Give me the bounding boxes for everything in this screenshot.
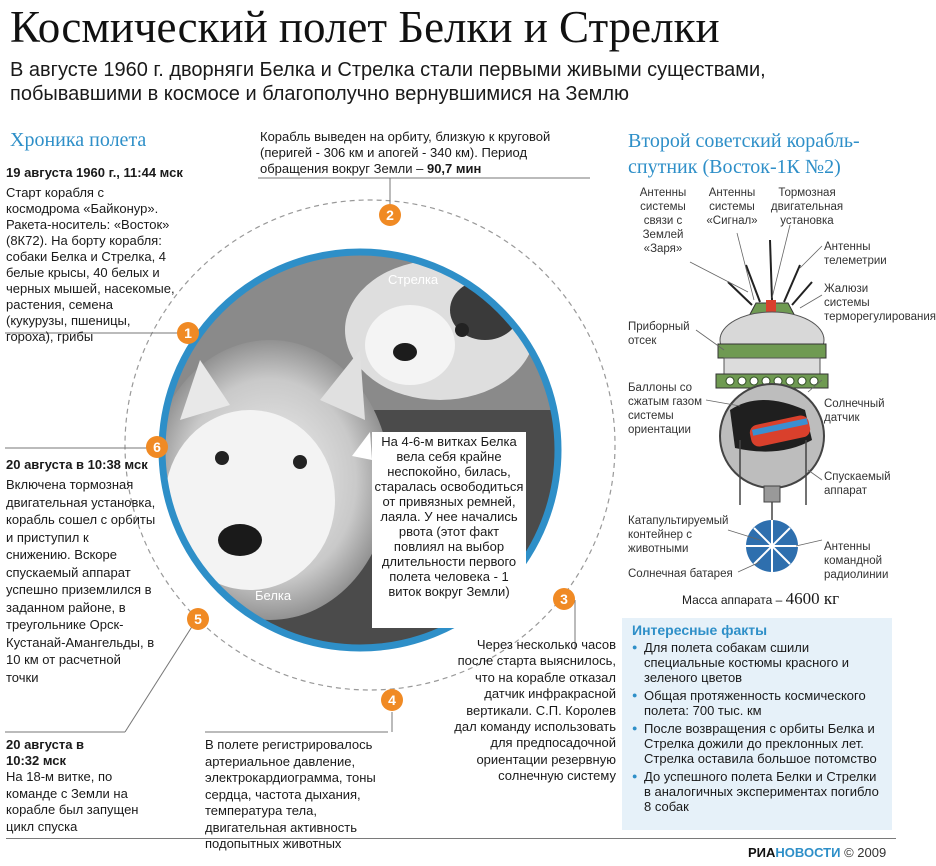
mass-label: Масса аппарата – <box>682 593 783 607</box>
footer-brand <box>748 845 886 860</box>
event3-text: Через несколько часов после старта выяснилось, что на корабле отказал датчик инфракрасной вертикали. С.П. Королев дал команду использовать для предпосадочной ориентации резервную солнечную систему <box>454 637 616 784</box>
label-antenna-signal: Антенны системы «Сигнал» <box>706 187 758 227</box>
page-subtitle: В августе 1960 г. дворняги Белка и Стрелка стали первыми живыми существами, побывавшими в космосе и благополучно вернувшимися на Землю <box>10 59 766 105</box>
strelka-label: Стрелка <box>388 272 439 287</box>
event2-period: 90,7 мин <box>426 161 482 176</box>
label-instrument-bay: Приборный отсек <box>628 321 690 347</box>
event6-date: 20 августа в 10:38 мск <box>6 457 148 472</box>
chronicle-heading: Хроника полета <box>10 129 147 151</box>
fact-item: ● После возвращения с орбиты Белка и Стрелка дожили до преклонных лет. Стрелка оставила большое потомство <box>632 721 886 766</box>
marker-5-number: 5 <box>194 611 202 627</box>
copyright: © 2009 <box>844 845 887 860</box>
event2-text <box>260 129 570 177</box>
label-ejection-container: Катапультируемый контейнер с животными <box>628 515 729 555</box>
brand-ria: РИА <box>748 845 776 860</box>
page-title: Космический полет Белки и Стрелки <box>10 2 720 52</box>
fact-item: ● До успешного полета Белки и Стрелки в аналогичных экспериментах погибло 8 собак <box>632 769 886 814</box>
marker-2-number: 2 <box>386 207 394 223</box>
fact-item: ● Общая протяженность космического полета: 700 тыс. км <box>632 688 886 718</box>
facts-panel <box>622 618 892 830</box>
label-solar-battery: Солнечная батарея <box>628 568 733 580</box>
marker-1-number: 1 <box>184 325 192 341</box>
label-antenna-telemetry: Антенны телеметрии <box>824 241 887 267</box>
marker-4-number: 4 <box>388 692 396 708</box>
footer-divider <box>6 838 896 839</box>
ship-heading: Второй советский корабль-спутник (Восток-1К №2) <box>628 130 860 178</box>
photo-callout: На 4-6-м витках Белка вела себя крайне неспокойно, билась, старалась освободиться от привязных ремней, лаяла. У нее начались рвота (этот факт повлиял на выбор длительности первого полета человека - 1 виток вокруг Земли) <box>374 434 524 599</box>
label-louvers: Жалюзи системы терморегулирования <box>824 283 936 323</box>
label-sun-sensor: Солнечный датчик <box>824 398 885 424</box>
event4-text: В полете регистрировалось артериальное давление, электрокардиограмма, тоны сердца, частота дыхания, температура тела, двигательная активность подопытных животных <box>205 737 376 851</box>
belka-label: Белка <box>255 588 292 603</box>
event5-text: На 18-м витке, по команде с Земли на корабле был запущен цикл спуска <box>6 769 139 834</box>
label-command-antenna: Антенны командной радиолинии <box>824 541 889 581</box>
event1-text: Старт корабля с космодрома «Байконур». Ракета-носитель: «Восток» (8К72). На борту корабля: собаки Белка и Стрелка, 4 белые крысы, 40 белых и черных мышей, насекомые, растения, семена (кукурузы, пшеницы, гороха), грибы <box>6 185 175 344</box>
facts-heading: Интересные факты <box>632 622 768 638</box>
event6-text: Включена тормозная двигательная установка, корабль сошел с орбиты и приступил к снижению. Вскоре спускаемый аппарат успешно приземлился в заданном районе, в треугольнике Орск-Кустанай-Амангельды, в 10 км от расчетной точки <box>6 477 156 685</box>
brand-novosti: НОВОСТИ <box>775 845 841 860</box>
mass-value: 4600 кг <box>785 589 840 608</box>
label-descent-module: Спускаемый аппарат <box>824 471 891 497</box>
marker-3-number: 3 <box>560 591 568 607</box>
label-antenna-zarya: Антенны системы связи с Землей «Заря» <box>639 187 687 255</box>
event5-date: 20 августа в 10:32 мск <box>6 737 85 768</box>
event1-date: 19 августа 1960 г., 11:44 мск <box>6 165 183 180</box>
label-gas-cylinders: Баллоны со сжатым газом системы ориентации <box>628 382 703 436</box>
label-brake-engine: Тормозная двигательная установка <box>770 187 844 227</box>
event2-description: Корабль выведен на орбиту, близкую к круговой (перигей - 306 км и апогей - 340 км). Период обращения вокруг Земли – <box>260 129 551 176</box>
marker-6-number: 6 <box>153 439 161 455</box>
mass-text <box>682 589 839 609</box>
fact-item: ● Для полета собакам сшили специальные костюмы красного и зеленого цветов <box>632 640 886 685</box>
facts-list <box>622 640 892 814</box>
